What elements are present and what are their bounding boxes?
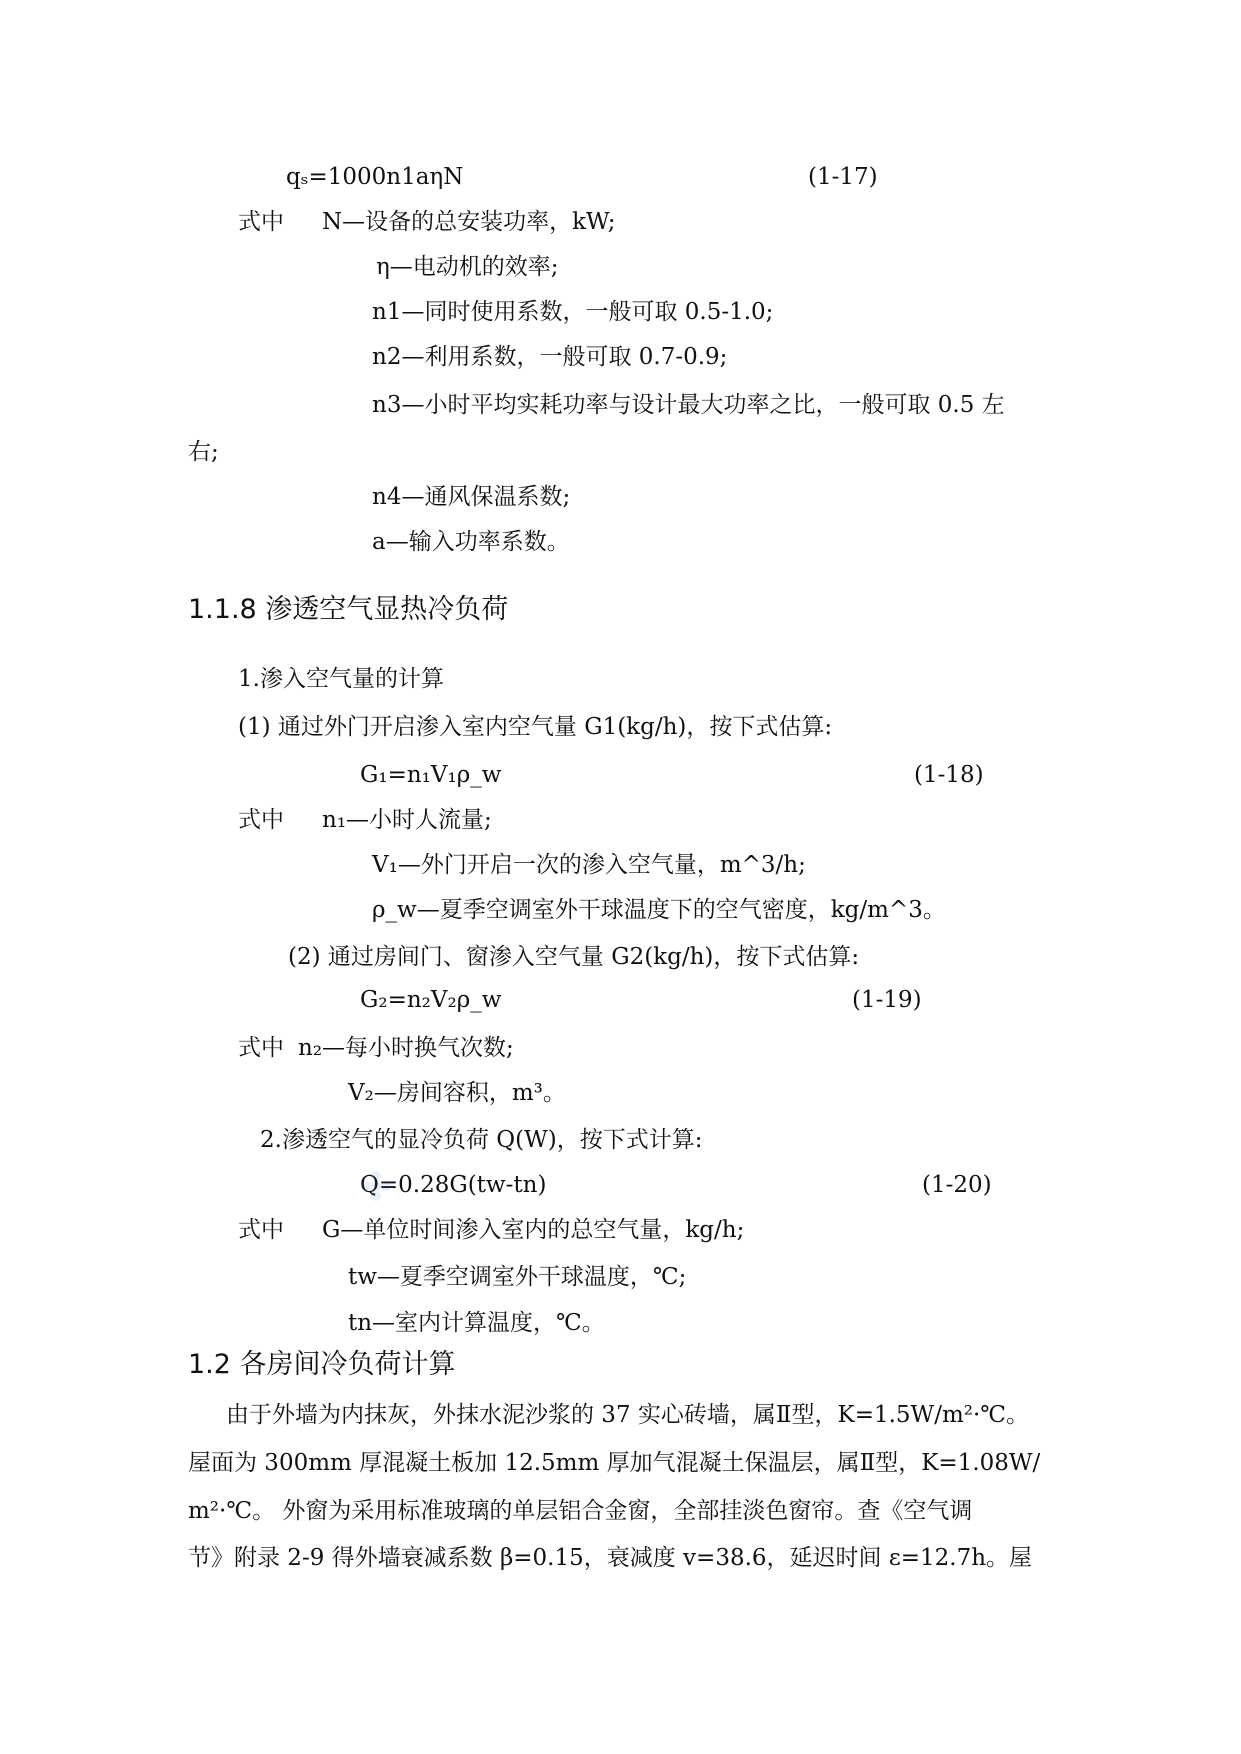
body-line: 由于外墙为内抹灰，外抹水泥沙浆的 37 实心砖墙，属Ⅱ型，K=1.5W/m²·℃。 [226,1402,1030,1428]
where-label: 式中 [238,1035,284,1061]
body-line: m²·℃。 外窗为采用标准玻璃的单层铝合金窗，全部挂淡色窗帘。查《空气调 [188,1498,973,1524]
where-item: n₁—小时人流量; [322,807,492,833]
subsection-heading: 2.渗透空气的显冷负荷 Q(W)，按下式计算: [260,1127,703,1153]
equation-number-1-18: (1-18) [914,762,984,788]
body-line: 节》附录 2-9 得外墙衰减系数 β=0.15，衰减度 v=38.6，延迟时间 ε=12.7h。屋 [188,1545,1033,1571]
where-item: ρ_w—夏季空调室外干球温度下的空气密度，kg/m^3。 [372,897,946,923]
section-heading-1-2: 1.2 各房间冷负荷计算 [188,1349,456,1380]
where-item: V₁—外门开启一次的渗入空气量，m^3/h; [372,852,806,878]
equation-1-17: qₛ=1000n1aηN [286,164,464,190]
equation-1-18: G₁=n₁V₁ρ_w [360,762,502,788]
where-item: a—输入功率系数。 [372,529,570,555]
where-item: tn—室内计算温度，℃。 [348,1310,605,1336]
where-item: tw—夏季空调室外干球温度，℃; [348,1264,687,1290]
where-label: 式中 [238,807,284,833]
where-item: G—单位时间渗入室内的总空气量，kg/h; [322,1217,745,1243]
subsection-heading: 1.渗入空气量的计算 [238,666,444,692]
where-item: n₂—每小时换气次数; [298,1035,514,1061]
paragraph-line: (2) 通过房间门、窗渗入空气量 G2(kg/h)，按下式估算: [288,944,860,970]
equation-1-20: Q=0.28G(tw-tn) [360,1172,547,1198]
equation-number-1-17: (1-17) [808,164,878,190]
equation-number-1-20: (1-20) [922,1172,992,1198]
where-item: n4—通风保温系数; [372,484,571,510]
where-label: 式中 [238,209,284,235]
where-item: V₂—房间容积，m³。 [348,1080,566,1106]
where-item: n2—利用系数，一般可取 0.7-0.9; [372,344,728,370]
paragraph-line: (1) 通过外门开启渗入室内空气量 G1(kg/h)，按下式估算: [238,714,833,740]
where-item: η—电动机的效率; [376,254,559,280]
body-line: 屋面为 300mm 厚混凝土板加 12.5mm 厚加气混凝土保温层，属Ⅱ型，K=1.08W/ [188,1450,1041,1476]
where-item-continued: 右; [188,439,219,465]
section-heading-1-1-8: 1.1.8 渗透空气显热冷负荷 [188,594,509,625]
where-item: n1—同时使用系数，一般可取 0.5-1.0; [372,299,774,325]
equation-number-1-19: (1-19) [852,987,922,1013]
where-label: 式中 [238,1217,284,1243]
where-item: N—设备的总安装功率，kW; [322,209,616,235]
where-item: n3—小时平均实耗功率与设计最大功率之比，一般可取 0.5 左 [372,392,1005,418]
equation-1-19: G₂=n₂V₂ρ_w [360,987,502,1013]
watermark-flower-icon [360,1170,392,1202]
